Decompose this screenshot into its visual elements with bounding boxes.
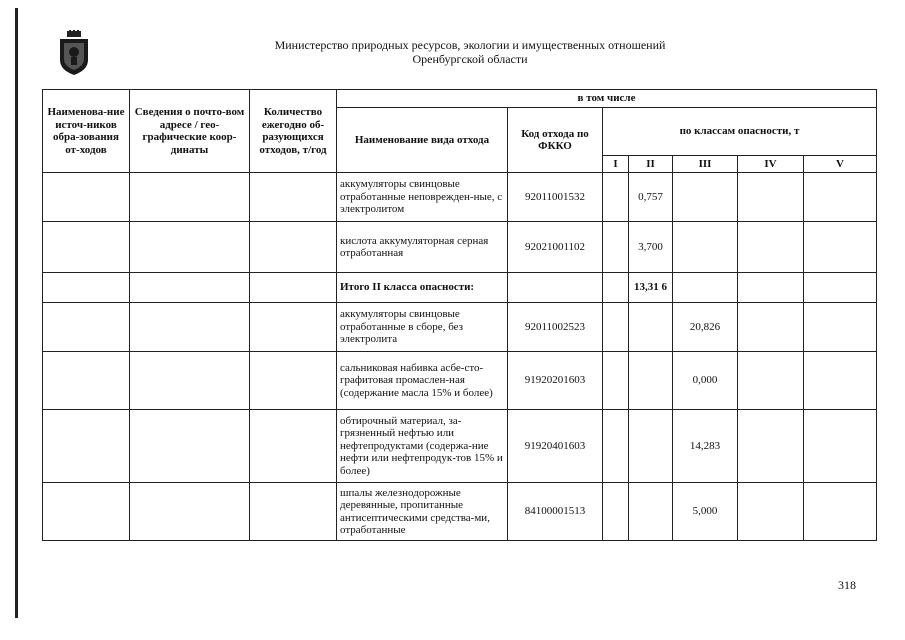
header-address: Сведения о почто-вом адресе / гео-графические коор-динаты (130, 90, 250, 173)
class-4-value (738, 410, 804, 483)
waste-name: сальниковая набивка асбе-сто-графитовая промаслен-ная (содержание масла 15% и более) (337, 352, 508, 410)
page-edge-bar (15, 8, 18, 618)
header-including: в том числе (337, 90, 877, 108)
table-row (43, 303, 877, 352)
class-1-value (603, 483, 629, 541)
class-3-value: 14,283 (673, 410, 738, 483)
class-1-value (603, 352, 629, 410)
total-row (43, 273, 877, 303)
header-code: Код отхода по ФККО (508, 108, 603, 173)
class-2-value: 3,700 (629, 222, 673, 273)
class-4-value (738, 273, 804, 303)
header-class-4: IV (738, 156, 804, 173)
class-1-value (603, 303, 629, 352)
ministry-name: Министерство природных ресурсов, экологии и имущественных отношений (274, 38, 666, 52)
class-2-value: 0,757 (629, 173, 673, 222)
waste-code (508, 273, 603, 303)
waste-name: аккумуляторы свинцовые отработанные неповрежден-ные, с электролитом (337, 173, 508, 222)
class-4-value (738, 222, 804, 273)
class-1-value (603, 410, 629, 483)
class-3-value: 20,826 (673, 303, 738, 352)
class-5-value (804, 273, 877, 303)
class-2-value (629, 303, 673, 352)
class-2-value (629, 352, 673, 410)
region-name: Оренбургской области (412, 52, 528, 66)
class-1-value (603, 173, 629, 222)
class-3-value: 0,000 (673, 352, 738, 410)
class-1-value (603, 222, 629, 273)
class-1-value (603, 273, 629, 303)
table-row (43, 222, 877, 273)
class-3-value (673, 173, 738, 222)
waste-code: 91920201603 (508, 352, 603, 410)
class-5-value (804, 222, 877, 273)
class-5-value (804, 173, 877, 222)
class-5-value (804, 483, 877, 541)
waste-table (42, 89, 877, 541)
class-3-value: 5,000 (673, 483, 738, 541)
table-row (43, 173, 877, 222)
table-row (43, 483, 877, 541)
waste-code: 84100001513 (508, 483, 603, 541)
table-row (43, 352, 877, 410)
header-classes: по классам опасности, т (603, 108, 877, 156)
class-4-value (738, 303, 804, 352)
class-5-value (804, 352, 877, 410)
class-5-value (804, 410, 877, 483)
page-number: 318 (838, 578, 856, 592)
class-4-value (738, 483, 804, 541)
waste-name: шпалы железнодорожные деревянные, пропитанные антисептическими средства-ми, отработанные (337, 483, 508, 541)
header-class-3: III (673, 156, 738, 173)
header-quantity: Количество ежегодно об-разующихся отходов, т/год (250, 90, 337, 173)
header-waste-name: Наименование вида отхода (337, 108, 508, 173)
class-2-total: 13,31 6 (629, 273, 673, 303)
header-source: Наименова-ние источ-ников обра-зования от-ходов (43, 90, 130, 173)
class-2-value (629, 483, 673, 541)
document-header (220, 38, 720, 66)
class-4-value (738, 352, 804, 410)
oblast-coat-of-arms-icon (57, 30, 91, 76)
header-class-5: V (804, 156, 877, 173)
waste-code: 92021001102 (508, 222, 603, 273)
class-3-value (673, 222, 738, 273)
header-class-1: I (603, 156, 629, 173)
waste-name: аккумуляторы свинцовые отработанные в сборе, без электролита (337, 303, 508, 352)
table-row (43, 410, 877, 483)
class-4-value (738, 173, 804, 222)
total-label: Итого II класса опасности: (337, 273, 508, 303)
header-class-2: II (629, 156, 673, 173)
waste-code: 91920401603 (508, 410, 603, 483)
waste-code: 92011001532 (508, 173, 603, 222)
waste-name: обтирочный материал, за-грязненный нефтью или нефтепродуктами (содержа-ние нефти или нефтепродук-тов 15% и более) (337, 410, 508, 483)
class-5-value (804, 303, 877, 352)
waste-code: 92011002523 (508, 303, 603, 352)
class-2-value (629, 410, 673, 483)
class-3-value (673, 273, 738, 303)
waste-name: кислота аккумуляторная серная отработанная (337, 222, 508, 273)
